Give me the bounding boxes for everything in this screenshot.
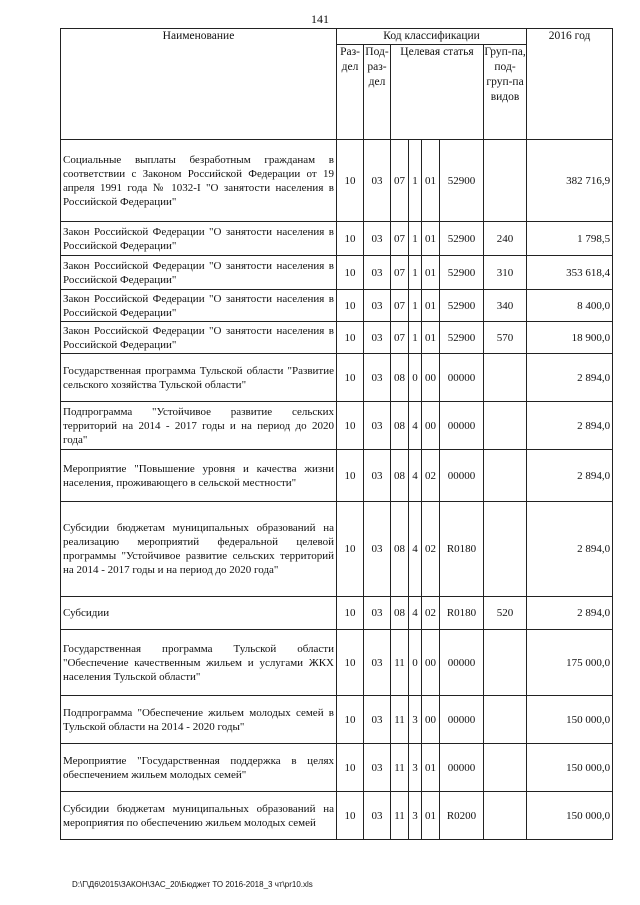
cell-podrazdel: 03 xyxy=(364,402,391,450)
cell-subprogram-code: 1 xyxy=(409,290,422,322)
cell-direction-code: 00000 xyxy=(440,402,484,450)
cell-amount-2016: 2 894,0 xyxy=(527,597,613,630)
cell-podrazdel: 03 xyxy=(364,290,391,322)
cell-program-code: 11 xyxy=(391,744,409,792)
cell-subprogram-code: 1 xyxy=(409,222,422,256)
cell-razdel: 10 xyxy=(337,354,364,402)
cell-razdel: 10 xyxy=(337,744,364,792)
cell-event-code: 02 xyxy=(422,450,440,502)
cell-direction-code: R0180 xyxy=(440,502,484,597)
cell-amount-2016: 2 894,0 xyxy=(527,402,613,450)
header-group: Груп-па, под-груп-па видов xyxy=(484,45,527,140)
cell-expense-type: 520 xyxy=(484,597,527,630)
cell-direction-code: R0200 xyxy=(440,792,484,840)
cell-expense-type xyxy=(484,450,527,502)
row-name: Подпрограмма "Устойчивое развитие сельских территорий на 2014 - 2017 годы и на период до 2020 года" xyxy=(61,402,337,450)
cell-podrazdel: 03 xyxy=(364,696,391,744)
header-razdel: Раз-дел xyxy=(337,45,364,140)
cell-event-code: 01 xyxy=(422,792,440,840)
cell-program-code: 07 xyxy=(391,140,409,222)
cell-event-code: 01 xyxy=(422,322,440,354)
table-row xyxy=(61,354,613,402)
cell-program-code: 08 xyxy=(391,450,409,502)
cell-razdel: 10 xyxy=(337,630,364,696)
table-row xyxy=(61,256,613,290)
cell-expense-type: 340 xyxy=(484,290,527,322)
row-name: Субсидии xyxy=(61,597,337,630)
cell-direction-code: 52900 xyxy=(440,222,484,256)
budget-table xyxy=(60,28,613,840)
cell-direction-code: 52900 xyxy=(440,322,484,354)
cell-podrazdel: 03 xyxy=(364,450,391,502)
cell-program-code: 07 xyxy=(391,222,409,256)
cell-podrazdel: 03 xyxy=(364,354,391,402)
row-name: Закон Российской Федерации "О занятости населения в Российской Федерации" xyxy=(61,222,337,256)
cell-program-code: 11 xyxy=(391,792,409,840)
table-row xyxy=(61,696,613,744)
cell-razdel: 10 xyxy=(337,256,364,290)
cell-subprogram-code: 3 xyxy=(409,696,422,744)
cell-subprogram-code: 3 xyxy=(409,792,422,840)
cell-subprogram-code: 4 xyxy=(409,402,422,450)
table-row xyxy=(61,140,613,222)
cell-direction-code: 00000 xyxy=(440,630,484,696)
cell-program-code: 08 xyxy=(391,597,409,630)
cell-direction-code: 00000 xyxy=(440,744,484,792)
cell-subprogram-code: 4 xyxy=(409,450,422,502)
cell-subprogram-code: 0 xyxy=(409,630,422,696)
cell-amount-2016: 353 618,4 xyxy=(527,256,613,290)
cell-amount-2016: 2 894,0 xyxy=(527,354,613,402)
cell-subprogram-code: 1 xyxy=(409,322,422,354)
cell-expense-type xyxy=(484,354,527,402)
cell-program-code: 07 xyxy=(391,256,409,290)
cell-event-code: 00 xyxy=(422,354,440,402)
cell-direction-code: 00000 xyxy=(440,354,484,402)
cell-amount-2016: 175 000,0 xyxy=(527,630,613,696)
table-row xyxy=(61,450,613,502)
table-row xyxy=(61,502,613,597)
row-name: Подпрограмма "Обеспечение жильем молодых семей в Тульской области на 2014 - 2020 годы" xyxy=(61,696,337,744)
row-name: Закон Российской Федерации "О занятости населения в Российской Федерации" xyxy=(61,256,337,290)
header-podrazdel: Под-раз-дел xyxy=(364,45,391,140)
cell-event-code: 01 xyxy=(422,256,440,290)
cell-razdel: 10 xyxy=(337,290,364,322)
cell-subprogram-code: 4 xyxy=(409,597,422,630)
table-row xyxy=(61,402,613,450)
cell-program-code: 08 xyxy=(391,502,409,597)
cell-expense-type: 310 xyxy=(484,256,527,290)
cell-event-code: 01 xyxy=(422,140,440,222)
cell-direction-code: 52900 xyxy=(440,256,484,290)
cell-event-code: 01 xyxy=(422,290,440,322)
header-year: 2016 год xyxy=(527,29,613,140)
cell-expense-type: 240 xyxy=(484,222,527,256)
cell-amount-2016: 150 000,0 xyxy=(527,792,613,840)
cell-amount-2016: 2 894,0 xyxy=(527,502,613,597)
cell-amount-2016: 150 000,0 xyxy=(527,744,613,792)
cell-podrazdel: 03 xyxy=(364,322,391,354)
cell-program-code: 07 xyxy=(391,322,409,354)
cell-razdel: 10 xyxy=(337,792,364,840)
cell-subprogram-code: 0 xyxy=(409,354,422,402)
cell-expense-type xyxy=(484,792,527,840)
row-name: Государственная программа Тульской области "Обеспечение качественным жильем и услугами ЖКХ населения Тульской области" xyxy=(61,630,337,696)
cell-amount-2016: 382 716,9 xyxy=(527,140,613,222)
cell-program-code: 11 xyxy=(391,630,409,696)
cell-podrazdel: 03 xyxy=(364,630,391,696)
cell-expense-type: 570 xyxy=(484,322,527,354)
cell-podrazdel: 03 xyxy=(364,597,391,630)
cell-program-code: 11 xyxy=(391,696,409,744)
cell-direction-code: 00000 xyxy=(440,450,484,502)
table-row xyxy=(61,630,613,696)
table-row xyxy=(61,597,613,630)
row-name: Социальные выплаты безработным гражданам в соответствии с Законом Российской Федерации от 19 апреля 1991 года № 1032-I "О занятости населения в Российской Федерации" xyxy=(61,140,337,222)
cell-event-code: 00 xyxy=(422,630,440,696)
cell-direction-code: 00000 xyxy=(440,696,484,744)
cell-razdel: 10 xyxy=(337,322,364,354)
cell-subprogram-code: 1 xyxy=(409,140,422,222)
cell-event-code: 02 xyxy=(422,597,440,630)
header-name: Наименование xyxy=(61,29,337,140)
cell-event-code: 02 xyxy=(422,502,440,597)
row-name: Субсидии бюджетам муниципальных образований на реализацию мероприятий федеральной целевой программы "Устойчивое развитие сельских территорий на 2014 - 2017 годы и на период до 2020 года" xyxy=(61,502,337,597)
cell-amount-2016: 18 900,0 xyxy=(527,322,613,354)
cell-expense-type xyxy=(484,630,527,696)
row-name: Мероприятие "Повышение уровня и качества жизни населения, проживающего в сельской местности" xyxy=(61,450,337,502)
row-name: Закон Российской Федерации "О занятости населения в Российской Федерации" xyxy=(61,322,337,354)
cell-expense-type xyxy=(484,140,527,222)
cell-podrazdel: 03 xyxy=(364,222,391,256)
cell-program-code: 08 xyxy=(391,354,409,402)
cell-amount-2016: 8 400,0 xyxy=(527,290,613,322)
cell-razdel: 10 xyxy=(337,597,364,630)
cell-amount-2016: 1 798,5 xyxy=(527,222,613,256)
table-row xyxy=(61,792,613,840)
table-row xyxy=(61,290,613,322)
cell-expense-type xyxy=(484,744,527,792)
cell-podrazdel: 03 xyxy=(364,140,391,222)
header-target-article: Целевая статья xyxy=(391,45,484,140)
cell-event-code: 00 xyxy=(422,696,440,744)
cell-subprogram-code: 1 xyxy=(409,256,422,290)
cell-amount-2016: 150 000,0 xyxy=(527,696,613,744)
cell-program-code: 08 xyxy=(391,402,409,450)
cell-podrazdel: 03 xyxy=(364,744,391,792)
cell-razdel: 10 xyxy=(337,502,364,597)
cell-razdel: 10 xyxy=(337,222,364,256)
cell-direction-code: 52900 xyxy=(440,140,484,222)
header-code: Код классификации xyxy=(337,29,527,45)
table-row xyxy=(61,222,613,256)
cell-podrazdel: 03 xyxy=(364,256,391,290)
cell-event-code: 01 xyxy=(422,222,440,256)
cell-razdel: 10 xyxy=(337,402,364,450)
page-number: 141 xyxy=(311,12,329,26)
row-name: Государственная программа Тульской области "Развитие сельского хозяйства Тульской области" xyxy=(61,354,337,402)
cell-subprogram-code: 3 xyxy=(409,744,422,792)
cell-podrazdel: 03 xyxy=(364,792,391,840)
cell-event-code: 01 xyxy=(422,744,440,792)
cell-expense-type xyxy=(484,502,527,597)
cell-event-code: 00 xyxy=(422,402,440,450)
cell-direction-code: R0180 xyxy=(440,597,484,630)
cell-subprogram-code: 4 xyxy=(409,502,422,597)
cell-expense-type xyxy=(484,696,527,744)
table-row xyxy=(61,744,613,792)
cell-expense-type xyxy=(484,402,527,450)
cell-program-code: 07 xyxy=(391,290,409,322)
file-path-footer: D:\Г\Д6\2015\ЗАКОН\ЗАС_20\Бюджет ТО 2016-2018_3 чт\pr10.xls xyxy=(72,880,313,889)
cell-razdel: 10 xyxy=(337,140,364,222)
row-name: Закон Российской Федерации "О занятости населения в Российской Федерации" xyxy=(61,290,337,322)
table-row xyxy=(61,322,613,354)
cell-podrazdel: 03 xyxy=(364,502,391,597)
cell-razdel: 10 xyxy=(337,450,364,502)
cell-razdel: 10 xyxy=(337,696,364,744)
row-name: Субсидии бюджетам муниципальных образований на мероприятия по обеспечению жильем молодых семей xyxy=(61,792,337,840)
cell-amount-2016: 2 894,0 xyxy=(527,450,613,502)
row-name: Мероприятие "Государственная поддержка в целях обеспечением жильем молодых семей" xyxy=(61,744,337,792)
cell-direction-code: 52900 xyxy=(440,290,484,322)
